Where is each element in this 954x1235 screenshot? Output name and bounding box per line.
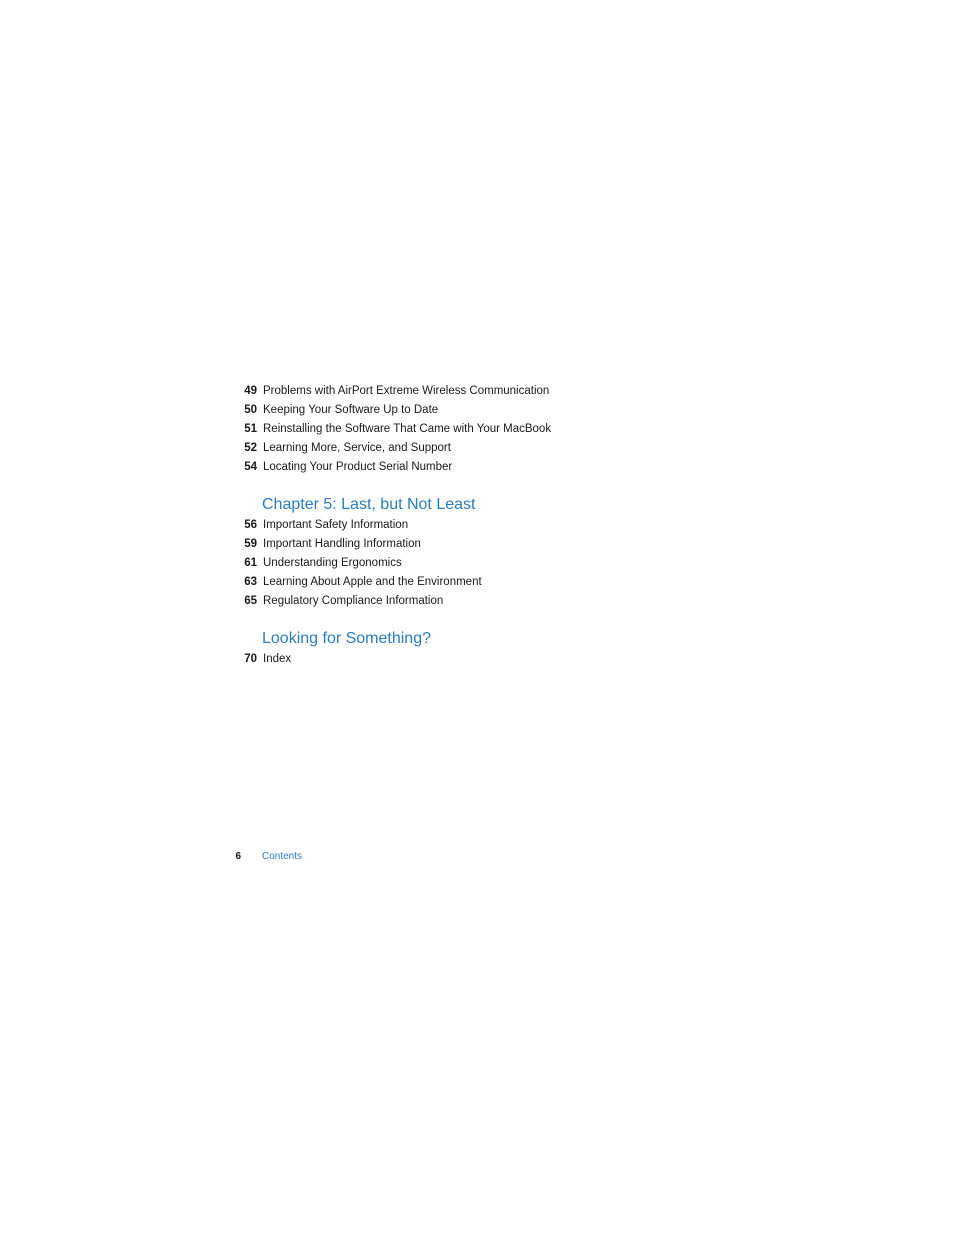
- toc-entry[interactable]: [230, 535, 630, 554]
- toc-entry[interactable]: [230, 650, 630, 669]
- toc-page-number: 54: [244, 461, 257, 473]
- toc-list-chapter5: [230, 516, 630, 611]
- toc-list-chapter4: [230, 382, 630, 477]
- toc-entry-title: Index: [263, 653, 292, 665]
- toc-entry-title: Learning About Apple and the Environment: [263, 576, 482, 588]
- chapter-5-heading[interactable]: Chapter 5: Last, but Not Least: [262, 496, 476, 513]
- toc-entry-title: Keeping Your Software Up to Date: [263, 404, 439, 416]
- toc-page-number: 59: [244, 538, 257, 550]
- looking-for-something-heading[interactable]: Looking for Something?: [262, 630, 431, 647]
- toc-list-index: [230, 650, 630, 669]
- toc-page-number: 70: [244, 653, 257, 665]
- toc-entry-title: Understanding Ergonomics: [263, 557, 402, 569]
- toc-page-number: 52: [244, 442, 257, 454]
- toc-entry-title: Regulatory Compliance Information: [263, 595, 444, 607]
- toc-entry[interactable]: [230, 554, 630, 573]
- toc-entry[interactable]: [230, 573, 630, 592]
- toc-entry[interactable]: [230, 516, 630, 535]
- toc-entry[interactable]: [230, 439, 630, 458]
- footer-page-number: 6: [235, 851, 241, 862]
- toc-entry[interactable]: [230, 458, 630, 477]
- toc-entry[interactable]: [230, 401, 630, 420]
- toc-entry-title: Reinstalling the Software That Came with Your MacBook: [263, 423, 552, 435]
- toc-page-number: 56: [244, 519, 257, 531]
- toc-page-number: 49: [244, 385, 257, 397]
- toc-entry[interactable]: [230, 592, 630, 611]
- toc-page-number: 61: [244, 557, 257, 569]
- toc-page-number: 51: [244, 423, 257, 435]
- page-footer: [230, 850, 430, 864]
- toc-entry[interactable]: [230, 382, 630, 401]
- toc-entry-title: Learning More, Service, and Support: [263, 442, 451, 454]
- toc-entry[interactable]: [230, 420, 630, 439]
- footer-section-label: Contents: [262, 851, 303, 862]
- toc-entry-title: Problems with AirPort Extreme Wireless Communication: [263, 385, 550, 397]
- toc-page-number: 63: [244, 576, 257, 588]
- toc-entry-title: Locating Your Product Serial Number: [263, 461, 453, 473]
- toc-page-number: 50: [244, 404, 257, 416]
- toc-entry-title: Important Safety Information: [263, 519, 409, 531]
- toc-entry-title: Important Handling Information: [263, 538, 421, 550]
- toc-page-number: 65: [244, 595, 257, 607]
